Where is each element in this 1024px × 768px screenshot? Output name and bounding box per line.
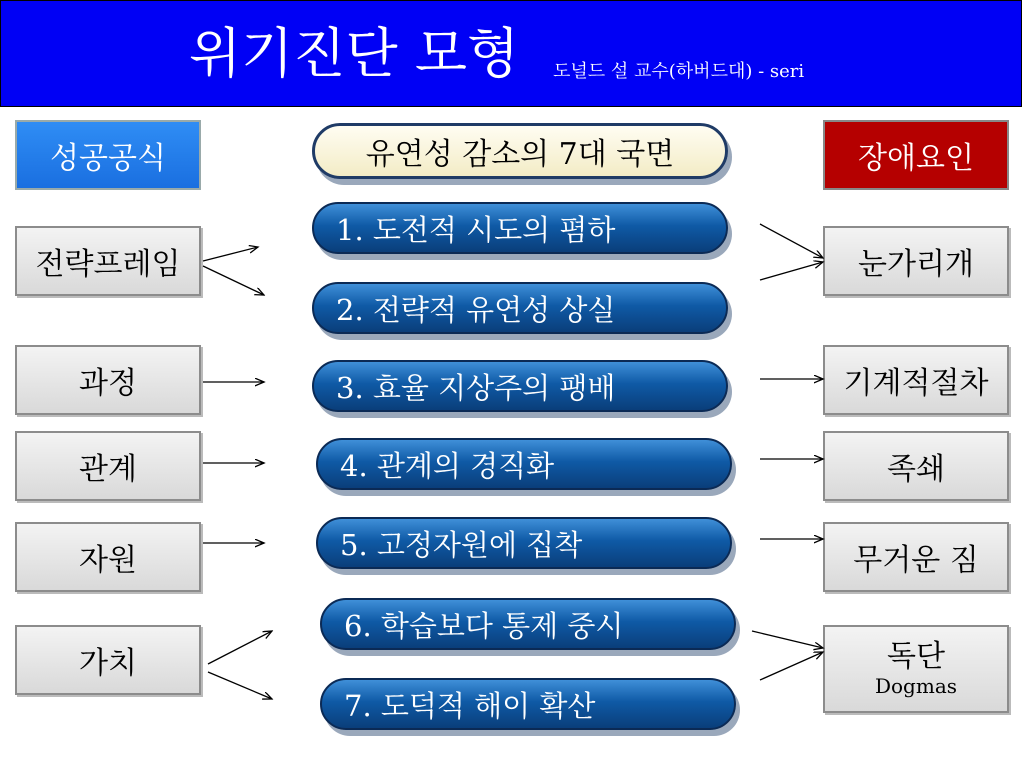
right-item-millstones: 무거운 짐: [823, 522, 1009, 592]
obstacles-header: 장애요인: [823, 120, 1009, 190]
left-item-values: 가치: [15, 625, 201, 695]
phase-4: 4. 관계의 경직화: [316, 438, 732, 490]
arrow-strategy-to-phase2: [203, 266, 264, 295]
page-subtitle: 도널드 설 교수(하버드대) - seri: [553, 61, 805, 82]
phase-5: 5. 고정자원에 집착: [316, 517, 732, 569]
arrow-values-to-phase6: [208, 631, 272, 664]
arrow-strategy-to-phase1: [203, 247, 258, 261]
arrow-phase7-to-dogmas: [760, 652, 823, 680]
left-item-strategy-frame: 전략프레임: [15, 226, 201, 296]
right-item-shackles: 족쇄: [823, 431, 1009, 501]
seven-phases-header: 유연성 감소의 7대 국면: [312, 123, 728, 179]
right-item-blinders: 눈가리개: [823, 226, 1009, 296]
phase-2: 2. 전략적 유연성 상실: [312, 282, 728, 334]
phase-7: 7. 도덕적 해이 확산: [320, 678, 736, 730]
phase-3: 3. 효율 지상주의 팽배: [312, 360, 728, 412]
left-item-relationship: 관계: [15, 431, 201, 501]
arrow-phase2-to-blinders: [760, 262, 823, 280]
arrow-phase6-to-dogmas: [752, 631, 823, 648]
page-title: 위기진단 모형: [189, 22, 520, 85]
left-item-resources: 자원: [15, 522, 201, 592]
arrow-values-to-phase7: [208, 672, 272, 699]
dogmas-label-en: Dogmas: [874, 673, 958, 698]
success-formula-header: 성공공식: [15, 120, 201, 190]
phase-1: 1. 도전적 시도의 폄하: [312, 202, 728, 254]
right-item-routines: 기계적절차: [823, 345, 1009, 415]
phase-6: 6. 학습보다 통제 중시: [320, 598, 736, 650]
arrow-phase1-to-blinders: [760, 224, 823, 258]
dogmas-label-ko: 독단: [887, 639, 945, 675]
left-item-process: 과정: [15, 345, 201, 415]
